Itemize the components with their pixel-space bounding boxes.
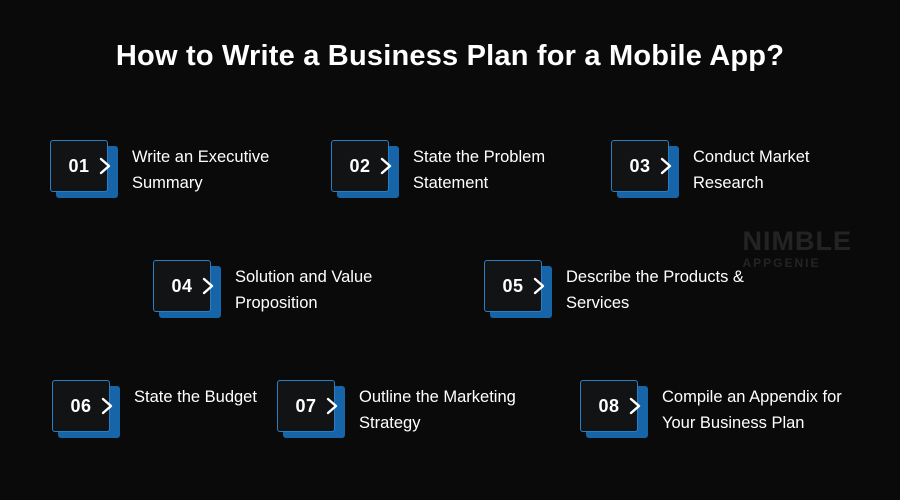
watermark-main-text: NIMBLE [742,226,852,256]
step-label-06: State the Budget [134,388,257,406]
step-badge-08 [580,380,648,438]
step-item-06[interactable] [52,380,282,438]
step-label-08: Compile an Appendix for Your Business Plan [662,388,842,432]
step-number-06: 06 [52,380,110,432]
step-label-03: Conduct Market Research [693,148,810,192]
step-number-07: 07 [277,380,335,432]
step-badge-07 [277,380,345,438]
step-badge-01 [50,140,118,198]
step-badge-02 [331,140,399,198]
step-label-07: Outline the Marketing Strategy [359,388,516,432]
step-item-08[interactable] [580,380,870,438]
step-number-01: 01 [50,140,108,192]
step-number-04: 04 [153,260,211,312]
step-number-02: 02 [331,140,389,192]
step-item-05[interactable] [484,260,774,318]
step-item-01[interactable] [50,140,310,198]
step-number-08: 08 [580,380,638,432]
step-badge-06 [52,380,120,438]
watermark-sub-text: APPGENIE [742,256,821,270]
step-label-05: Describe the Products & Services [566,268,744,312]
step-badge-03 [611,140,679,198]
step-label-02: State the Problem Statement [413,148,546,192]
step-label-01: Write an Executive Summary [132,148,270,192]
step-badge-05 [484,260,552,318]
step-number-03: 03 [611,140,669,192]
page-title: How to Write a Business Plan for a Mobile App? [115,40,785,72]
step-item-03[interactable] [611,140,861,198]
step-number-05: 05 [484,260,542,312]
step-item-02[interactable] [331,140,581,198]
step-label-04: Solution and Value Proposition [235,268,373,312]
step-item-04[interactable] [153,260,443,318]
step-badge-04 [153,260,221,318]
step-item-07[interactable] [277,380,557,438]
